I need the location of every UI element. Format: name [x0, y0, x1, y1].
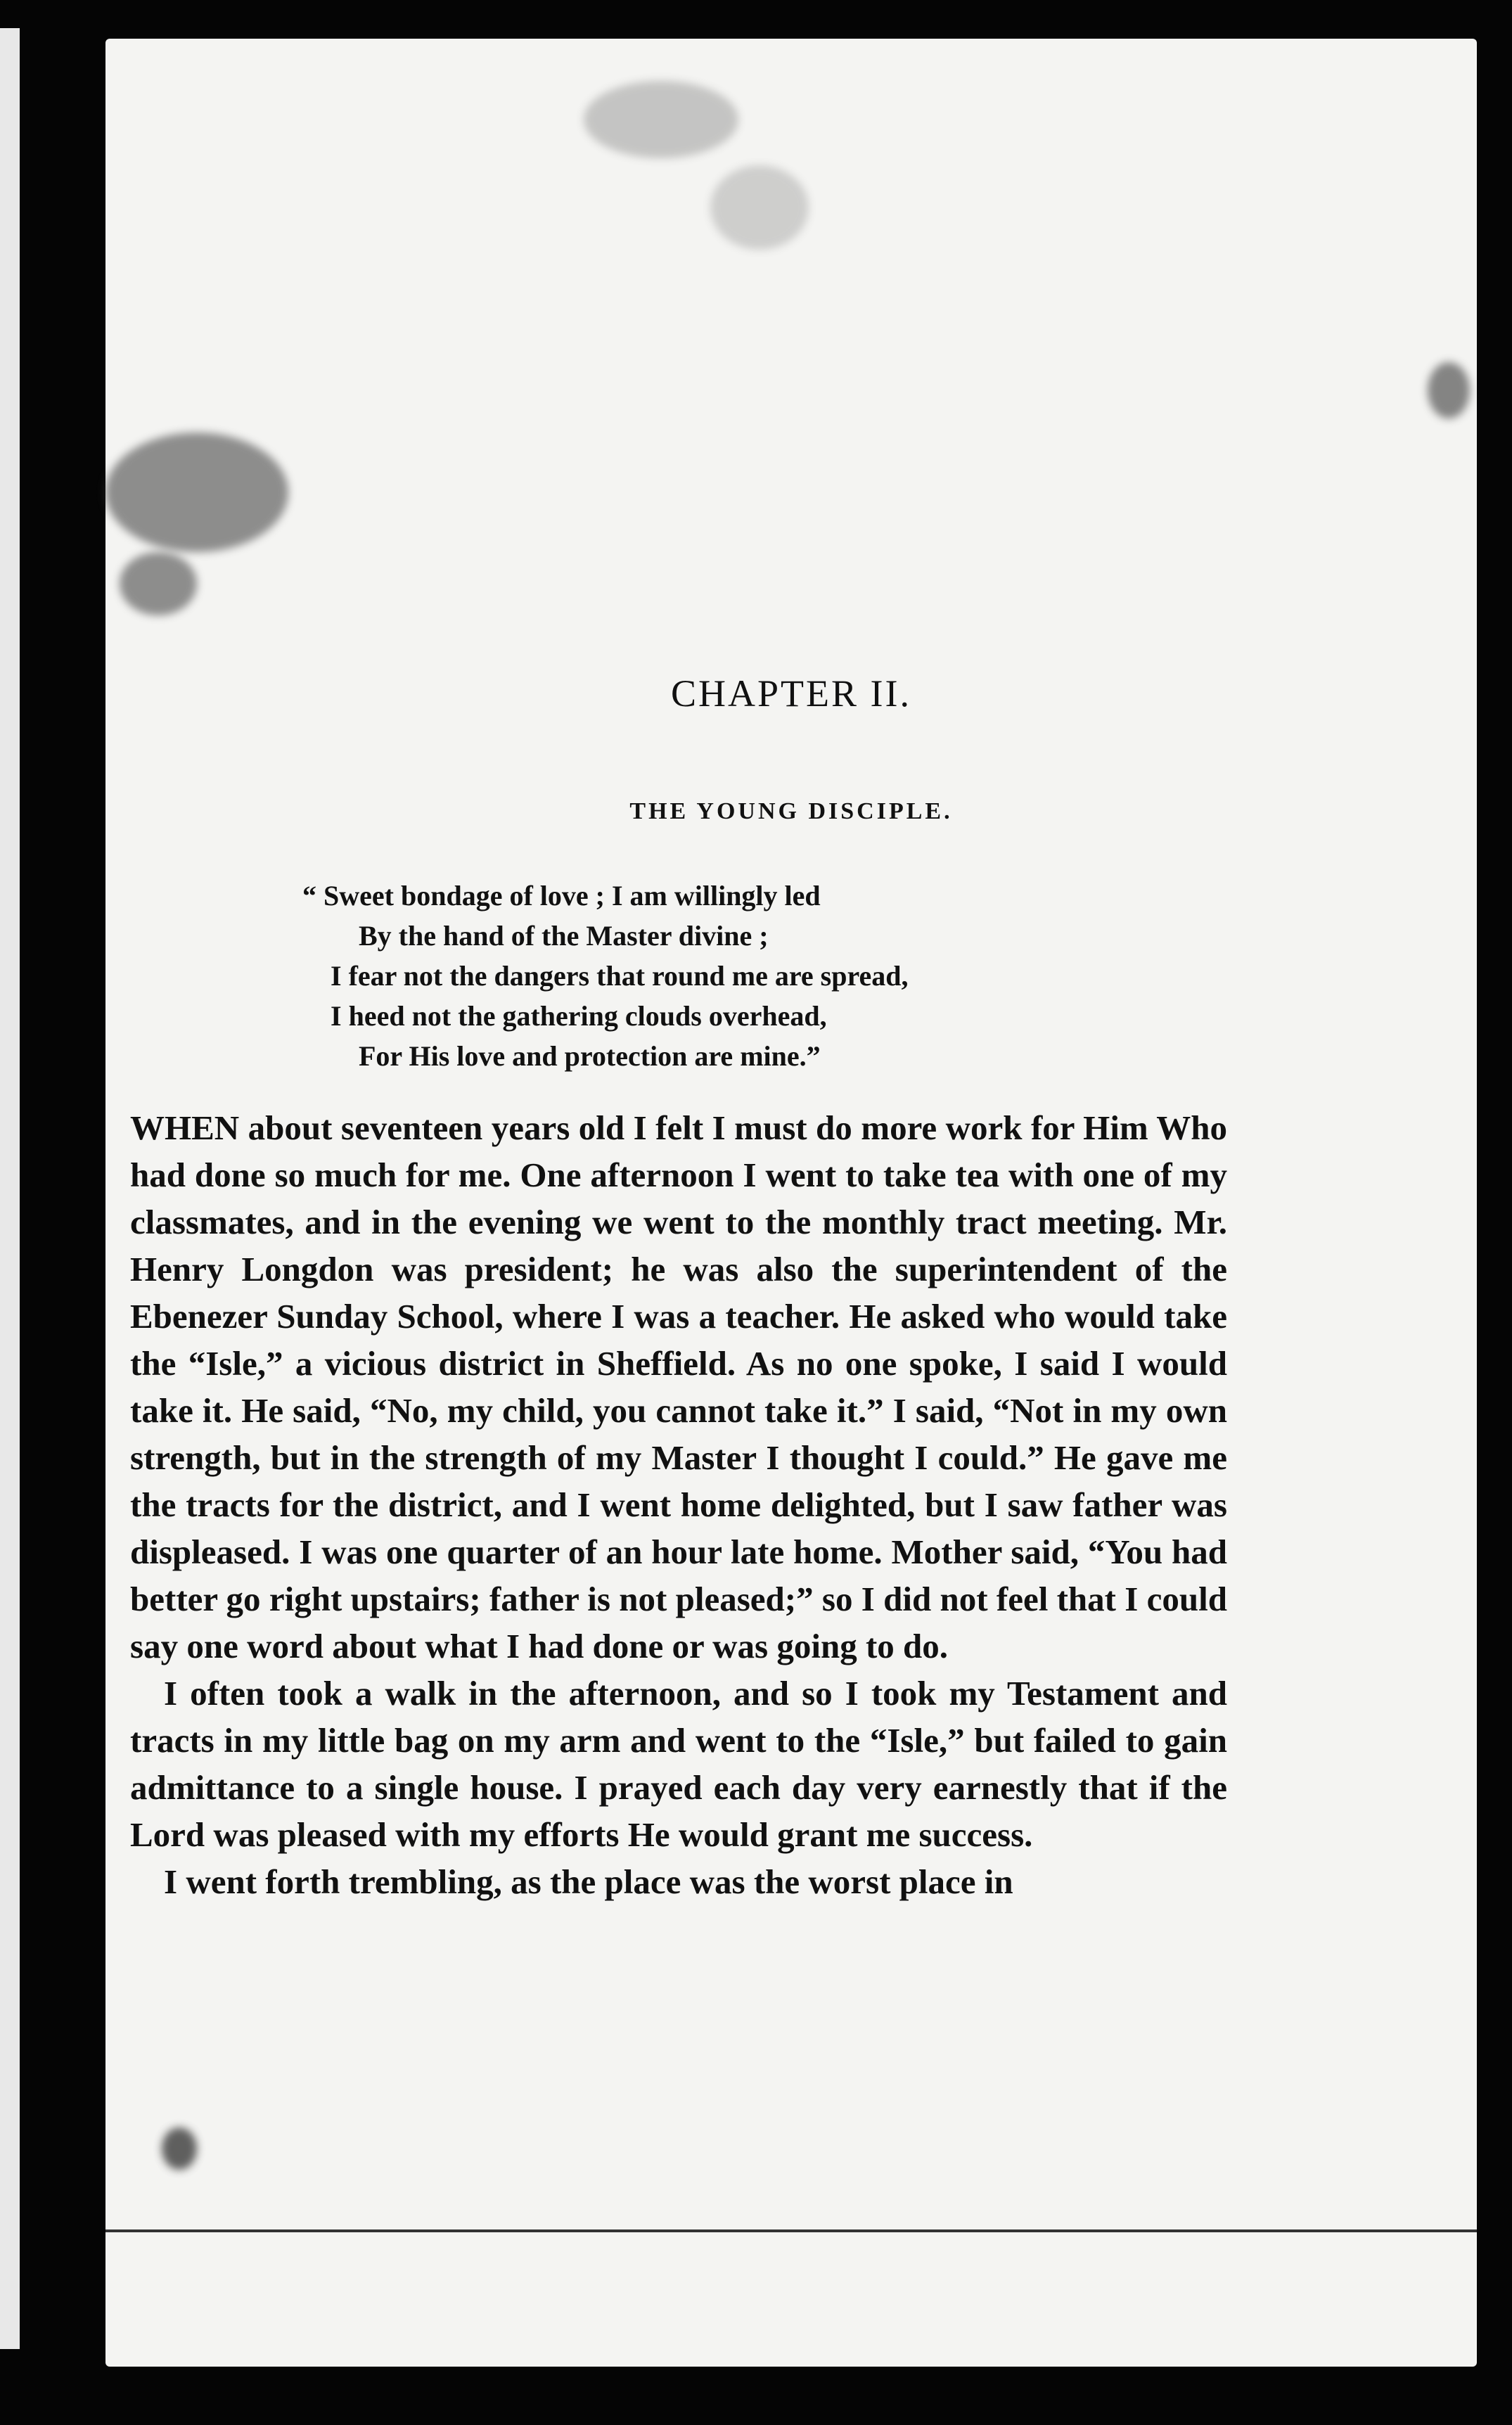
ink-stain [584, 81, 738, 158]
ink-stain [710, 165, 809, 250]
ink-stain [1428, 362, 1470, 418]
book-page [105, 39, 1477, 2367]
epigraph-line: “ Sweet bondage of love ; I am willingly led [302, 880, 821, 911]
chapter-subtitle: THE YOUNG DISCIPLE. [629, 798, 953, 824]
chapter-body [130, 1104, 1227, 1905]
ink-stain [162, 2128, 197, 2170]
body-paragraph: I often took a walk in the afternoon, and so I took my Testament and tracts in my little bag on my arm and went to the “Isle,” but failed to gain admittance to a single house. I prayed each day very earnestly that if the Lord was pleased with my efforts He would grant me success. [130, 1674, 1227, 1854]
scan-left-edge [0, 28, 20, 2349]
ink-stain [105, 433, 288, 552]
body-paragraph: I went forth trembling, as the place was the worst place in [164, 1862, 1013, 1901]
epigraph-line: I fear not the dangers that round me are spread, [331, 960, 909, 992]
epigraph-line: For His love and protection are mine.” [359, 1040, 821, 1072]
chapter-title: CHAPTER II. [671, 672, 911, 715]
body-paragraph: WHEN about seventeen years old I felt I must do more work for Him Who had done so much for me. One afternoon I went to take tea with one of my classmates, and in the evening we went to the monthly tract meeting. Mr. Henry Longdon was president; he was also the superintendent of the Ebenezer Sunday School, where I was a teacher. He asked who would take the “Isle,” a vicious district in Sheffield. As no one spoke, I said I would take it. He said, “No, my child, you cannot take it.” I said, “Not in my own strength, but in the strength of my Master I thought I could.” He gave me the tracts for the district, and I went home delighted, but I saw father was displeased. I was one quarter of an hour late home. Mother said, “You had better go right upstairs; father is not pleased;” so I did not feel that I could say one word about what I had done or was going to do. [130, 1108, 1227, 1665]
epigraph-line: By the hand of the Master divine ; [359, 920, 769, 952]
epigraph-line: I heed not the gathering clouds overhead, [331, 1000, 827, 1032]
ink-stain [120, 552, 197, 615]
page-bottom-edge [105, 2229, 1477, 2232]
epigraph [302, 876, 1217, 1076]
